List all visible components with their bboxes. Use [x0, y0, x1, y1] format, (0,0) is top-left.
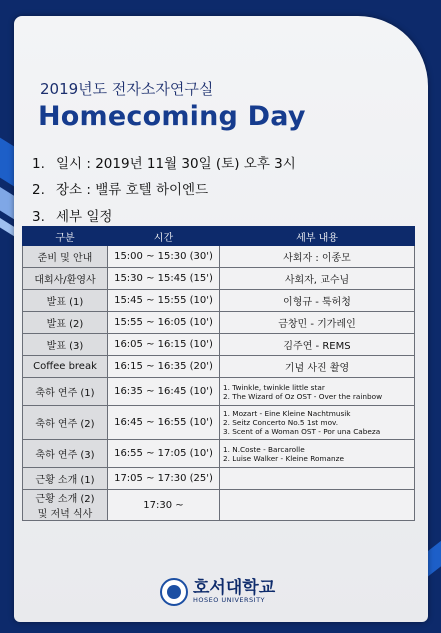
time-cell: 16:05 ~ 16:15 (10'): [108, 334, 220, 356]
info-number: 3.: [32, 209, 45, 225]
category-cell: 근황 소개 (2) 및 저녁 식사: [23, 490, 108, 521]
table-row: [23, 246, 415, 268]
logo-korean: 호서대학교: [193, 578, 276, 599]
category-cell: 축하 연주 (1): [23, 378, 108, 406]
table-row: [23, 468, 415, 490]
schedule-table: [22, 226, 415, 521]
header-category: 구분: [23, 227, 108, 246]
detail-cell: 사회자, 교수님: [220, 268, 415, 290]
info-item-schedule: [32, 205, 112, 225]
category-cell: 대회사/환영사: [23, 268, 108, 290]
detail-cell: [220, 490, 415, 521]
info-text: 일시 : 2019년 11월 30일 (토) 오후 3시: [56, 156, 296, 172]
detail-cell: 금창민 - 기가레인: [220, 312, 415, 334]
category-cell: 발표 (1): [23, 290, 108, 312]
time-cell: 15:30 ~ 15:45 (15'): [108, 268, 220, 290]
table-row: [23, 406, 415, 440]
time-cell: 16:15 ~ 16:35 (20'): [108, 356, 220, 378]
table-row: [23, 312, 415, 334]
table-row: [23, 268, 415, 290]
table-row: [23, 378, 415, 406]
category-cell: 발표 (3): [23, 334, 108, 356]
table-row: [23, 356, 415, 378]
detail-cell: 김주연 - REMS: [220, 334, 415, 356]
poster-title: Homecoming Day: [38, 101, 306, 132]
time-cell: 17:05 ~ 17:30 (25'): [108, 468, 220, 490]
header-time: 시간: [108, 227, 220, 246]
table-row: [23, 334, 415, 356]
category-cell: 준비 및 안내: [23, 246, 108, 268]
info-text: 장소 : 밸류 호텔 하이엔드: [56, 182, 209, 198]
time-cell: 15:45 ~ 15:55 (10'): [108, 290, 220, 312]
info-item-date: [32, 152, 296, 172]
category-cell: 축하 연주 (2): [23, 406, 108, 440]
time-cell: 16:35 ~ 16:45 (10'): [108, 378, 220, 406]
detail-cell: 1. N.Coste - Barcarolle 2. Luise Walker - Kleine Romanze: [220, 440, 415, 468]
time-cell: 15:55 ~ 16:05 (10'): [108, 312, 220, 334]
category-cell: 근황 소개 (1): [23, 468, 108, 490]
info-number: 1.: [32, 156, 45, 172]
time-cell: 17:30 ~: [108, 490, 220, 521]
info-text: 세부 일정: [56, 209, 113, 225]
time-cell: 16:45 ~ 16:55 (10'): [108, 406, 220, 440]
info-item-place: [32, 178, 208, 198]
time-cell: 16:55 ~ 17:05 (10'): [108, 440, 220, 468]
detail-cell: [220, 468, 415, 490]
table-row: [23, 290, 415, 312]
info-number: 2.: [32, 182, 45, 198]
detail-cell: 1. Mozart - Eine Kleine Nachtmusik 2. Seitz Concerto No.5 1st mov. 3. Scent of a Woman OST - Por una Cabeza: [220, 406, 415, 440]
poster-subtitle: 2019년도 전자소자연구실: [40, 80, 214, 98]
category-cell: 발표 (2): [23, 312, 108, 334]
logo-english: HOSEO UNIVERSITY: [193, 596, 266, 605]
time-cell: 15:00 ~ 15:30 (30'): [108, 246, 220, 268]
detail-cell: 이형규 - 툭허청: [220, 290, 415, 312]
detail-cell: 기념 사진 촬영: [220, 356, 415, 378]
university-seal-icon: [160, 578, 188, 606]
university-logo: [160, 578, 275, 606]
table-row: [23, 440, 415, 468]
table-row: [23, 490, 415, 521]
header-detail: 세부 내용: [220, 227, 415, 246]
category-cell: 축하 연주 (3): [23, 440, 108, 468]
detail-cell: 1. Twinkle, twinkle little star 2. The Wizard of Oz OST - Over the rainbow: [220, 378, 415, 406]
detail-cell: 사회자 : 이종모: [220, 246, 415, 268]
category-cell: Coffee break: [23, 356, 108, 378]
table-header-row: [23, 227, 415, 246]
